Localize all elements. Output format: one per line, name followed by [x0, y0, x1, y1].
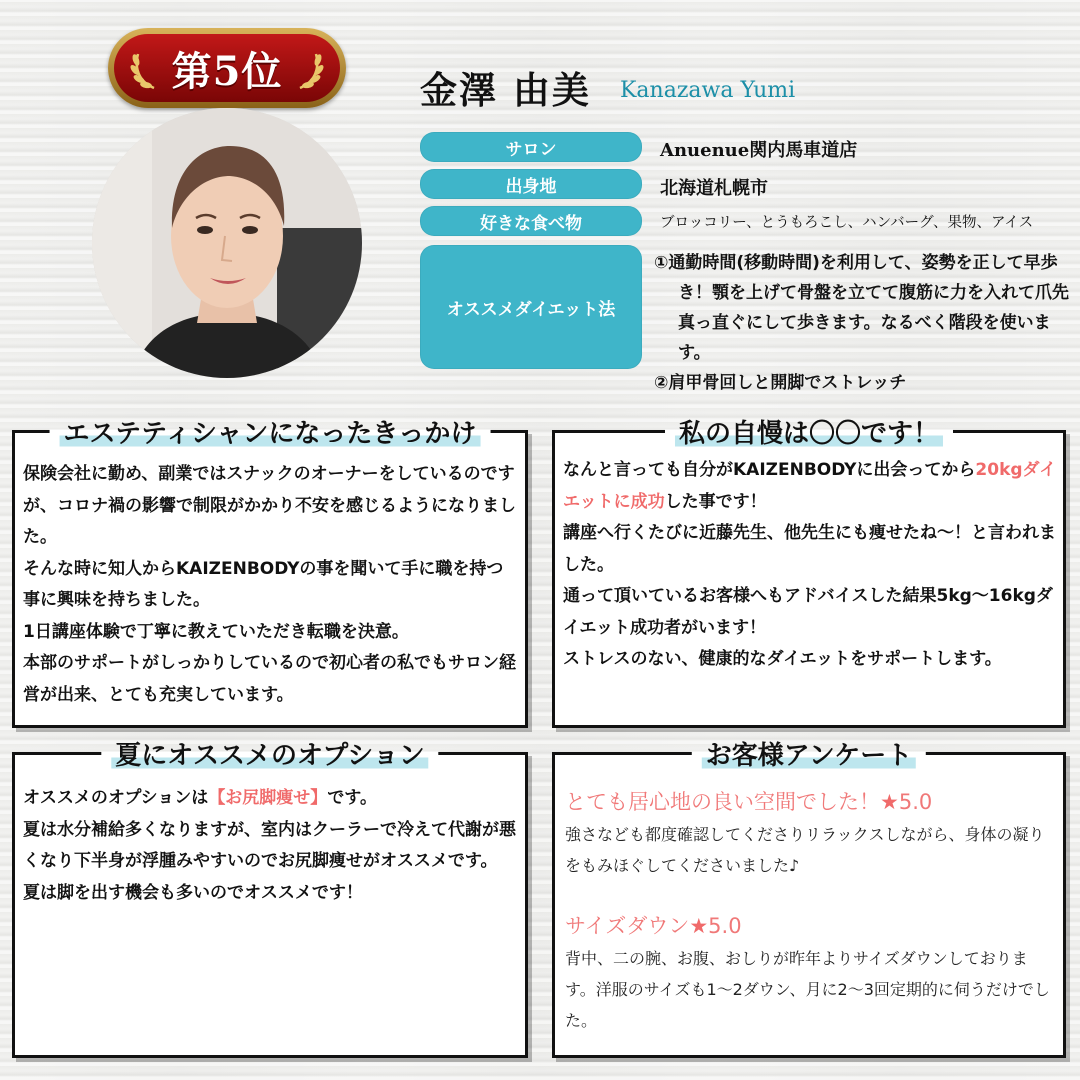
pride-body — [563, 455, 1057, 676]
pride-title: 私の自慢は〇〇です！ — [665, 413, 953, 450]
star-icon: ★ — [689, 914, 709, 938]
survey-review — [565, 909, 1055, 1036]
motivation-body — [23, 459, 519, 711]
laurel-right-icon — [292, 48, 328, 92]
review-rating: 5.0 — [898, 790, 933, 814]
hometown-value: 北海道札幌市 — [660, 178, 768, 199]
hometown-label: 出身地 — [420, 169, 642, 199]
review-headline: とても居心地の良い空間でした！★5.0 — [565, 790, 933, 814]
review-headline: サイズダウン★5.0 — [565, 914, 742, 938]
review-rating: 5.0 — [708, 914, 742, 938]
summer-option-title: 夏にオススメのオプション — [101, 735, 438, 772]
option-highlight: 【お尻脚痩せ】 — [208, 788, 328, 808]
summer-option-line: オススメのオプションは【お尻脚痩せ】です。 — [23, 788, 377, 808]
salon-label: サロン — [420, 132, 642, 162]
survey-title: お客様アンケート — [692, 735, 926, 772]
diet-method-label: オススメダイエット法 — [420, 245, 642, 369]
pride-line: 通って頂いているお客様へもアドバイスした結果5kg～16kgダイエット成功者がいます！ — [563, 586, 1053, 638]
motivation-line: 1日講座体験で丁寧に教えていただき転職を決意。 — [23, 621, 409, 642]
profile-name-roman: Kanazawa Yumi — [620, 78, 796, 103]
pride-section — [552, 419, 1066, 728]
rank-label: 第5位 — [171, 47, 283, 95]
summer-option-line: 夏は脚を出す機会も多いのでオススメです！ — [23, 882, 363, 903]
favorite-food-value: ブロッコリー、とうもろこし、ハンバーグ、果物、アイス — [660, 215, 1034, 231]
rank-badge-inner — [114, 34, 340, 102]
favorite-food-label: 好きな食べ物 — [420, 206, 642, 236]
review-text: 背中、二の腕、お腹、おしりが昨年よりサイズダウンしております。洋服のサイズも1～2ダウン、月に2～3回定期的に伺うだけでした。 — [565, 949, 1050, 1030]
motivation-title: エステティシャンになったきっかけ — [50, 413, 491, 450]
profile-photo — [92, 108, 362, 378]
motivation-line: 本部のサポートがしっかりしているので初心者の私でもサロン経営が出来、とても充実しています。 — [23, 653, 516, 705]
profile-name: 金澤 由美 — [420, 69, 591, 112]
pride-line: ストレスのない、健康的なダイエットをサポートします。 — [563, 649, 1002, 669]
person-portrait-icon — [92, 108, 362, 378]
summer-option-section — [12, 741, 528, 1058]
rank-badge — [108, 28, 346, 108]
survey-review — [565, 785, 1055, 881]
diet-method-item: ②肩甲骨回しと開脚でストレッチ — [654, 373, 907, 393]
survey-body — [565, 785, 1055, 1036]
salon-value: Anuenue関内馬車道店 — [660, 140, 858, 161]
laurel-left-icon — [126, 48, 162, 92]
survey-section — [552, 741, 1066, 1058]
motivation-line: 保険会社に勤め、副業ではスナックのオーナーをしているのですが、コロナ禍の影響で制限がかかり不安を感じるようになりました。 — [23, 464, 516, 547]
motivation-section — [12, 419, 528, 728]
summer-option-line: 夏は水分補給多くなりますが、室内はクーラーで冷えて代謝が悪くなり下半身が浮腫みやすいのでお尻脚痩せがオススメです。 — [23, 819, 516, 871]
diet-method-item: ①通勤時間(移動時間)を利用して、姿勢を正して早歩き！顎を上げて骨盤を立てて腹筋に力を入れて爪先真っ直ぐにして歩きます。なるべく階段を使います。 — [654, 253, 1069, 363]
summer-option-body — [23, 783, 519, 909]
review-text: 強さなども都度確認してくださりリラックスしながら、身体の凝りをもみほぐしてくださいました♪ — [565, 825, 1045, 875]
motivation-line: そんな時に知人からKAIZENBODYの事を聞いて手に職を持つ事に興味を持ちました。 — [23, 558, 504, 610]
diet-method-list — [654, 248, 1074, 398]
star-icon: ★ — [880, 790, 899, 814]
pride-line: なんと言っても自分がKAIZENBODYに出会ってから20kgダイエットに成功した事です！ — [563, 460, 1057, 512]
pride-line: 講座へ行くたびに近藤先生、他先生にも痩せたね～！と言われました。 — [563, 523, 1056, 575]
pride-highlight: 20kgダイエットに成功 — [563, 460, 1057, 512]
